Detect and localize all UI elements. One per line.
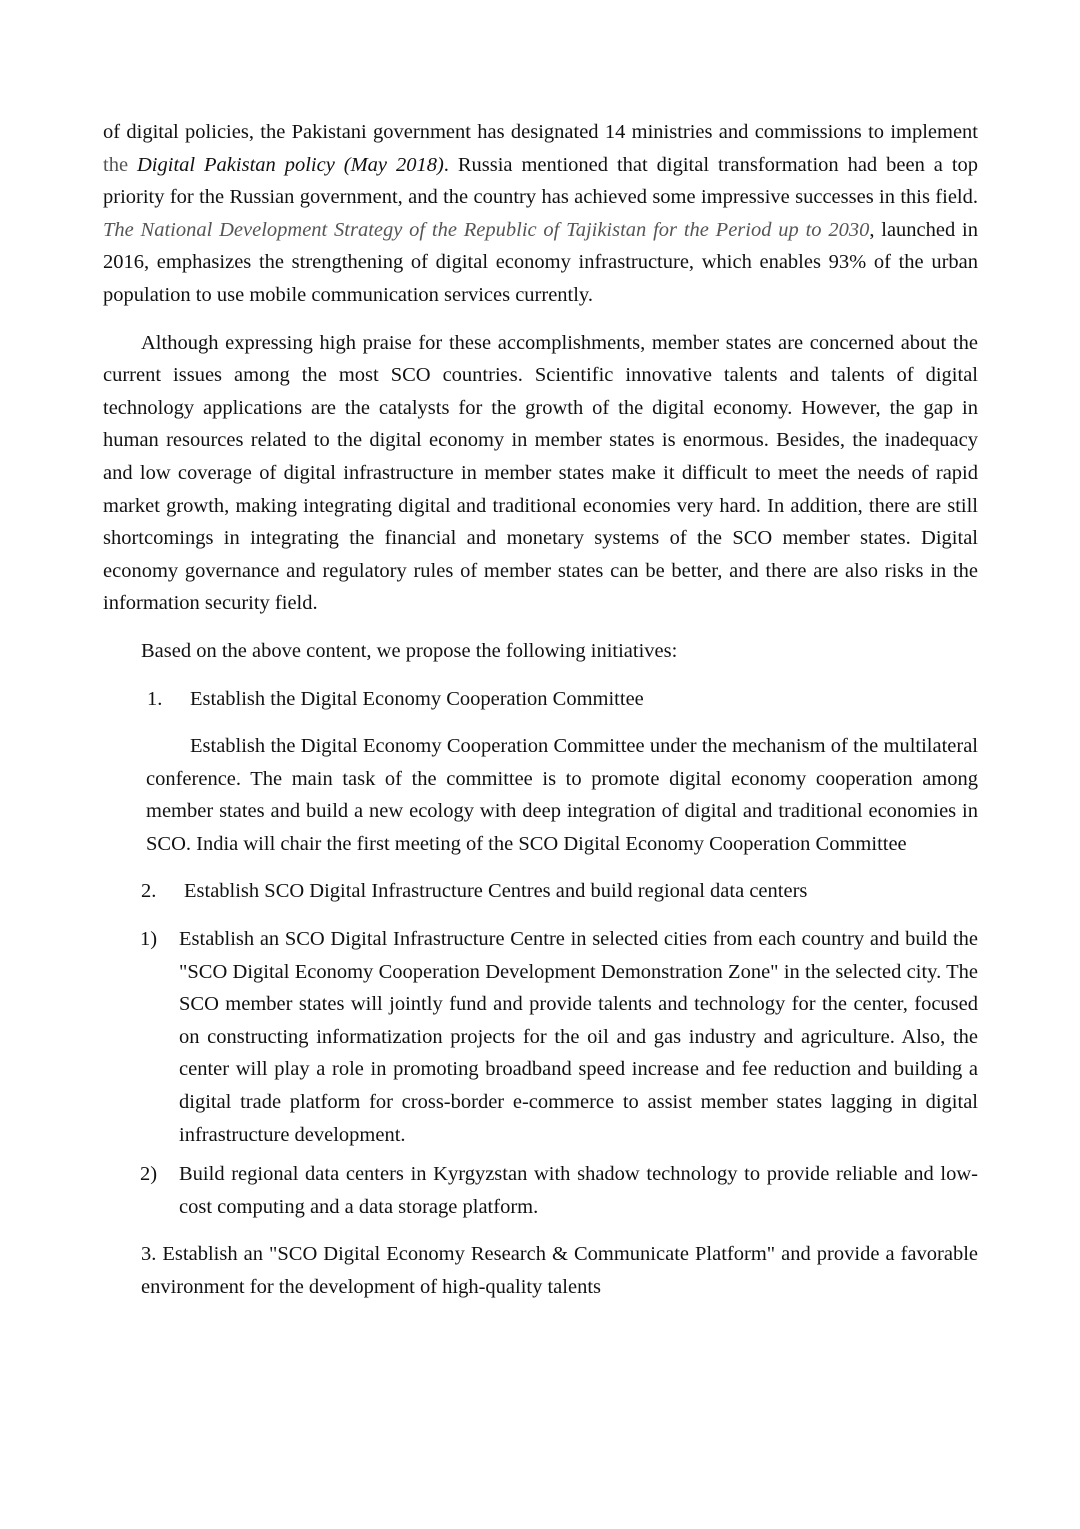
list-number: 2. <box>141 880 157 903</box>
initiative-title: Establish SCO Digital Infrastructure Centres and build regional data centers <box>184 880 808 903</box>
text-run: of digital policies, the Pakistani government has designated 14 ministries and commissions to implement <box>103 121 978 143</box>
paragraph-digital-policies <box>103 116 978 312</box>
text-run-grey: the <box>103 153 129 176</box>
paragraph-initiatives-intro: Based on the above content, we propose the following initiatives: <box>141 639 678 662</box>
initiative-3-heading: 3. Establish an "SCO Digital Economy Research & Communicate Platform" and provide a favorable environment for the development of high-quality talents <box>141 1243 978 1298</box>
sub-list-number: 1) <box>140 928 158 951</box>
text-run: , launched in 2016, emphasizes the strengthening of digital economy infrastructure, which enables 93% of the urban population to use mobile communication services currently. <box>103 218 978 306</box>
sub-list-number: 2) <box>140 1163 158 1186</box>
paragraph-concerns: Although expressing high praise for these accomplishments, member states are concerned about the current issues among the most SCO countries. Scientific innovative talents and talents of digital technology applications are the catalysts for the growth of the digital economy. However, the gap in human resources related to the digital economy in member states is enormous. Besides, the inadequacy and low coverage of digital infrastructure in member states make it difficult to meet the needs of rapid market growth, making integrating digital and traditional economies very hard. In addition, there are still shortcomings in integrating the financial and monetary systems of the SCO member states. Digital economy governance and regulatory rules of member states can be better, and there are also risks in the information security field. <box>103 331 978 615</box>
initiative-2-subitem-2 <box>103 1158 978 1223</box>
sub-list-text: Build regional data centers in Kyrgyzstan with shadow technology to provide reliable and low-cost computing and a data storage platform. <box>179 1163 978 1218</box>
initiative-title: Establish the Digital Economy Cooperation Committee <box>190 687 644 710</box>
initiative-2-subitem-1 <box>103 923 978 1151</box>
initiative-2-heading <box>103 875 978 908</box>
policy-title-italic: Digital Pakistan policy (May 2018) <box>137 153 444 176</box>
document-page <box>103 116 978 1319</box>
text-run: . Russia mentioned that digital transformation had been a top priority for the Russian government, and the country has achieved some impressive successes in this field. <box>103 153 979 209</box>
text-run <box>128 154 137 176</box>
initiative-1-body: Establish the Digital Economy Cooperation Committee under the mechanism of the multilateral conference. The main task of the committee is to promote digital economy cooperation among member states and build a new ecology with deep integration of digital and traditional economies in SCO. India will chair the first meeting of the SCO Digital Economy Cooperation Committee <box>146 735 978 855</box>
initiative-1-heading <box>103 683 978 716</box>
sub-list-text: Establish an SCO Digital Infrastructure Centre in selected cities from each country and build the "SCO Digital Economy Cooperation Development Demonstration Zone" in the selected city. The SCO member states will jointly fund and provide talents and technology for the center, focused on constructing informatization projects for the oil and gas industry and agriculture. Also, the center will play a role in promoting broadband speed increase and fee reduction and building a digital trade platform for cross-border e-commerce to assist member states lagging in digital infrastructure development. <box>179 928 978 1146</box>
strategy-title-italic: The National Development Strategy of the Republic of Tajikistan for the Period up to 2030 <box>103 218 870 241</box>
list-number: 1. <box>147 687 163 710</box>
